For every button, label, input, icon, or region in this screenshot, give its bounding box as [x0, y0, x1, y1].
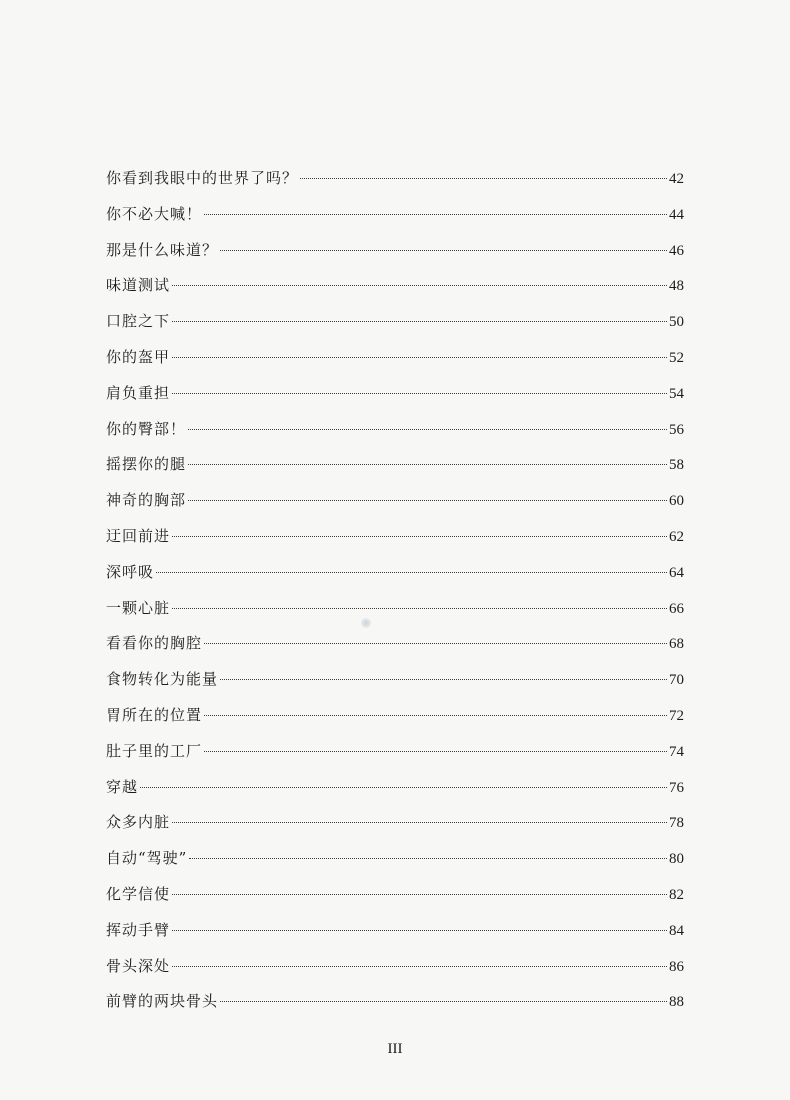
toc-entry	[106, 447, 684, 483]
toc-entry-title: 深呼吸	[106, 562, 155, 581]
toc-entry	[106, 591, 684, 627]
toc-entry	[106, 412, 684, 448]
toc-entry-title: 口腔之下	[106, 312, 171, 331]
toc-entry-title: 骨头深处	[106, 956, 171, 975]
toc-entry-page-number: 66	[669, 600, 684, 617]
toc-entry	[106, 233, 684, 269]
toc-entry-page-number: 70	[669, 672, 684, 689]
toc-entry	[106, 626, 684, 662]
toc-entry-title: 迂回前进	[106, 526, 171, 545]
toc-entry-page-number: 80	[669, 851, 684, 868]
dot-leader	[188, 464, 667, 465]
dot-leader	[172, 321, 667, 322]
toc-entry	[106, 877, 684, 913]
toc-entry	[106, 805, 684, 841]
toc-entry-title: 胃所在的位置	[106, 705, 203, 724]
page-number-folio: III	[387, 1041, 403, 1057]
toc-entry-title: 一颗心脏	[106, 598, 171, 617]
toc-entry-title: 肩负重担	[106, 383, 171, 402]
toc-entry	[106, 555, 684, 591]
toc-entry-title: 自动“驾驶”	[106, 849, 188, 868]
toc-entry	[106, 268, 684, 304]
dot-leader	[172, 930, 667, 931]
dot-leader	[204, 751, 667, 752]
dot-leader	[172, 822, 667, 823]
dot-leader	[172, 608, 667, 609]
toc-entry-title: 前臂的两块骨头	[106, 992, 219, 1011]
toc-entry-page-number: 48	[669, 278, 684, 295]
dot-leader	[188, 429, 667, 430]
toc-entry-page-number: 44	[669, 206, 684, 223]
toc-entry-page-number: 74	[669, 743, 684, 760]
toc-entry	[106, 340, 684, 376]
toc-entry-title: 味道测试	[106, 276, 171, 295]
dot-leader	[172, 285, 667, 286]
dot-leader	[172, 894, 667, 895]
toc-entry-title: 挥动手臂	[106, 920, 171, 939]
dot-leader	[188, 500, 667, 501]
toc-entry-title: 你看到我眼中的世界了吗？	[106, 169, 299, 187]
toc-entry	[106, 483, 684, 519]
toc-entry-title: 你的盔甲	[106, 347, 171, 366]
toc-entry-page-number: 58	[669, 457, 684, 474]
dot-leader	[220, 250, 667, 251]
toc-entry	[106, 197, 684, 233]
toc-entry-page-number: 52	[669, 349, 684, 366]
toc-entry-title: 摇摆你的腿	[106, 455, 187, 474]
toc-entry	[106, 734, 684, 770]
toc-entry-title: 众多内脏	[106, 813, 171, 832]
dot-leader	[156, 572, 667, 573]
toc-entry-page-number: 86	[669, 958, 684, 975]
toc-entry	[106, 304, 684, 340]
toc-entry-page-number: 82	[669, 886, 684, 903]
toc-entry	[106, 984, 684, 1020]
toc-entry	[106, 841, 684, 877]
dot-leader	[204, 715, 667, 716]
toc-entry-page-number: 56	[669, 421, 684, 438]
toc-entry-page-number: 54	[669, 385, 684, 402]
dot-leader	[220, 679, 667, 680]
scan-smudge	[361, 618, 371, 628]
table-of-contents	[106, 161, 684, 1020]
dot-leader	[172, 357, 667, 358]
dot-leader	[189, 858, 667, 859]
toc-entry	[106, 376, 684, 412]
toc-entry-title: 肚子里的工厂	[106, 741, 203, 760]
toc-entry-title: 穿越	[106, 777, 139, 796]
toc-entry-title: 神奇的胸部	[106, 491, 187, 510]
toc-entry-title: 你的臀部！	[106, 419, 187, 438]
dot-leader	[172, 536, 667, 537]
toc-entry-page-number: 64	[669, 564, 684, 581]
toc-entry-title: 化学信使	[106, 884, 171, 903]
dot-leader	[172, 393, 667, 394]
dot-leader	[300, 178, 667, 179]
toc-entry	[106, 949, 684, 985]
toc-entry-page-number: 50	[669, 314, 684, 331]
toc-entry-page-number: 78	[669, 815, 684, 832]
dot-leader	[220, 1001, 667, 1002]
toc-entry-page-number: 42	[669, 171, 684, 187]
toc-entry	[106, 662, 684, 698]
toc-entry-page-number: 60	[669, 493, 684, 510]
toc-entry-title: 那是什么味道？	[106, 240, 219, 259]
dot-leader	[172, 966, 667, 967]
toc-entry-title: 食物转化为能量	[106, 670, 219, 689]
toc-entry	[106, 770, 684, 806]
toc-entry	[106, 519, 684, 555]
toc-entry-title: 你不必大喊！	[106, 204, 203, 223]
toc-entry	[106, 913, 684, 949]
toc-entry-title: 看看你的胸腔	[106, 634, 203, 653]
toc-entry-page-number: 62	[669, 528, 684, 545]
dot-leader	[204, 214, 667, 215]
dot-leader	[204, 643, 667, 644]
toc-entry-page-number: 72	[669, 707, 684, 724]
toc-entry	[106, 698, 684, 734]
toc-entry-page-number: 46	[669, 242, 684, 259]
dot-leader	[140, 787, 667, 788]
toc-entry-page-number: 84	[669, 922, 684, 939]
toc-entry-page-number: 68	[669, 636, 684, 653]
toc-entry-page-number: 88	[669, 994, 684, 1011]
toc-entry-page-number: 76	[669, 779, 684, 796]
toc-entry	[106, 161, 684, 197]
